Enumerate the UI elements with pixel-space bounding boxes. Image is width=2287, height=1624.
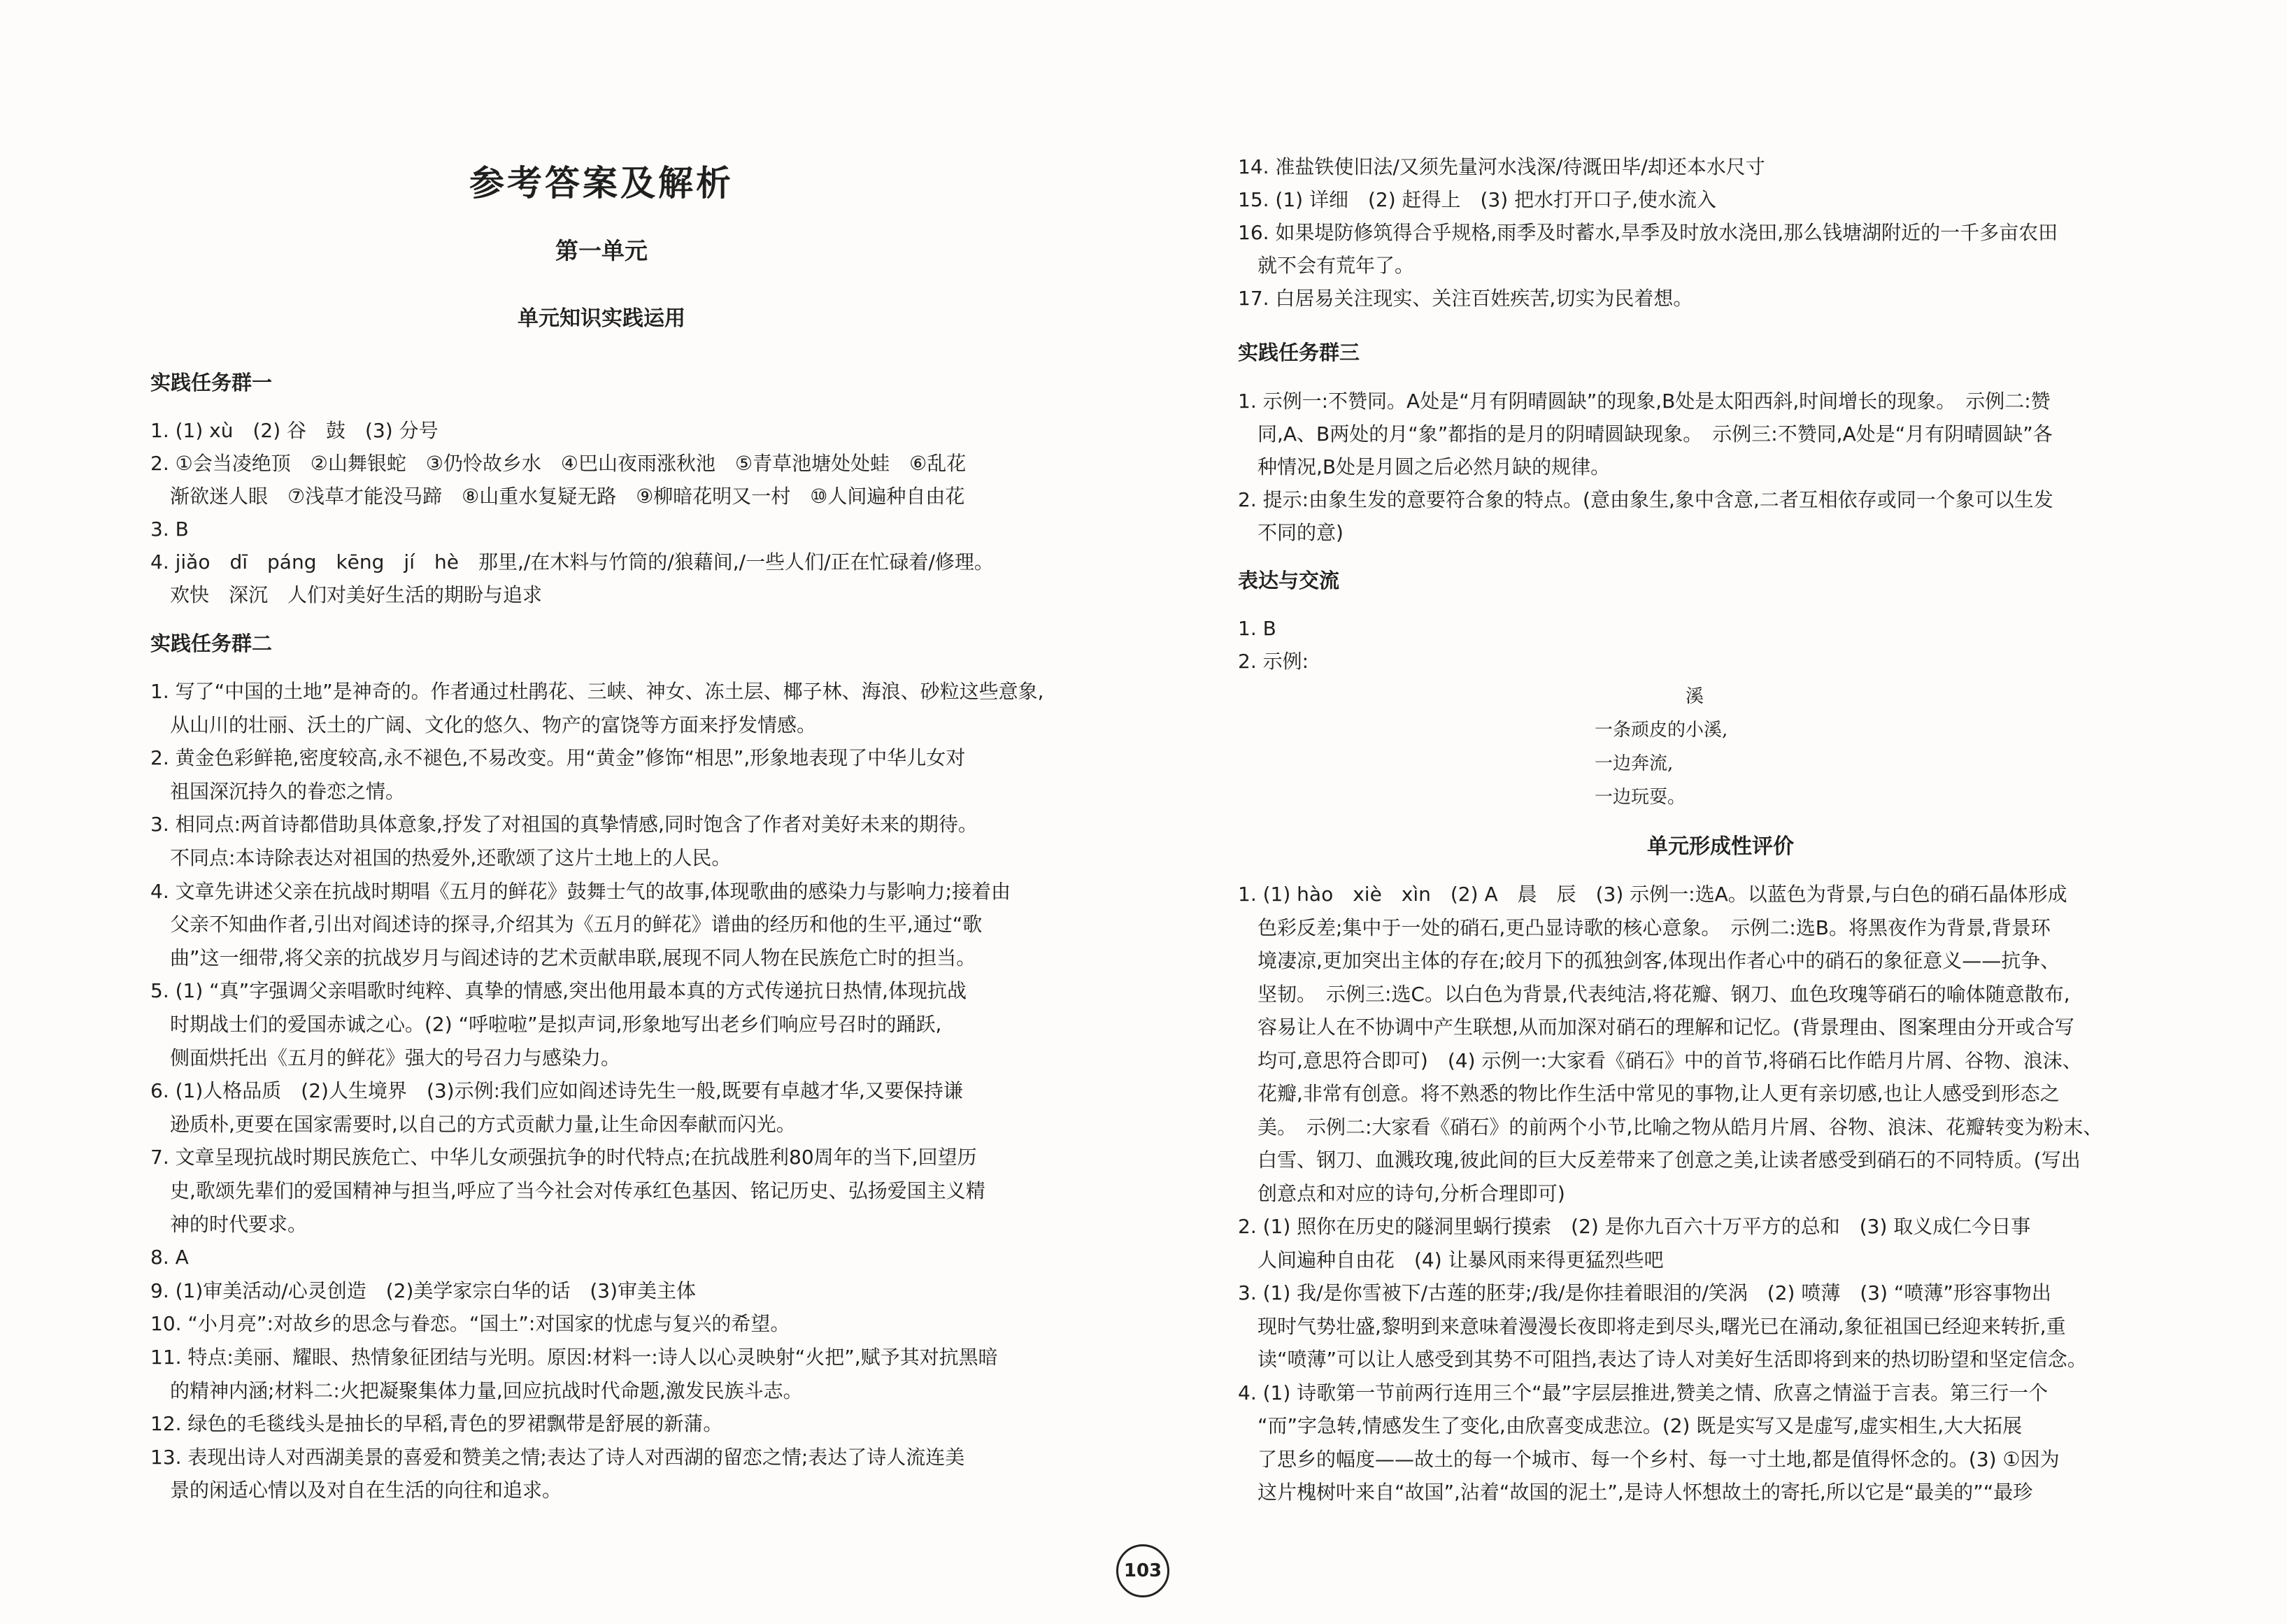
answer-line: 父亲不知曲作者,引出对阎述诗的探寻,介绍其为《五月的鲜花》谱曲的经历和他的生平,通过“歌 bbox=[150, 913, 983, 936]
answer-line: 就不会有荒年了。 bbox=[1238, 254, 1415, 277]
answer-line: 花瓣,非常有创意。将不熟悉的物比作生活中常见的事物,让人更有亲切感,也让人感受到形态之 bbox=[1238, 1082, 2060, 1105]
answer-line: 4. (1) 诗歌第一节前两行连用三个“最”字层层推进,赞美之情、欣喜之情溢于言表。第三行一个 bbox=[1238, 1381, 2049, 1404]
answer-line: 欢快 深沉 人们对美好生活的期盼与追求 bbox=[150, 583, 543, 606]
answer-line: 11. 特点:美丽、耀眼、热情象征团结与光明。原因:材料一:诗人以心灵映射“火把”,赋予其对抗黑暗 bbox=[150, 1346, 998, 1369]
answer-line: 逊质朴,更要在国家需要时,以自己的方式贡献力量,让生命因奉献而闪光。 bbox=[150, 1112, 796, 1136]
answer-line: 创意点和对应的诗句,分析合理即可) bbox=[1238, 1181, 1565, 1205]
answer-line: 1. (1) xù (2) 谷 鼓 (3) 分号 bbox=[150, 419, 439, 442]
task-group-1-heading: 实践任务群一 bbox=[150, 371, 273, 394]
answer-line: 6. (1)人格品质 (2)人生境界 (3)示例:我们应如阎述诗先生一般,既要有卓越才华,又要保持谦 bbox=[150, 1079, 963, 1103]
answer-line: 2. 提示:由象生发的意要符合象的特点。(意由象生,象中含意,二者互相依存或同一个象可以生发 bbox=[1238, 488, 2053, 511]
answer-line: 不同点:本诗除表达对祖国的热爱外,还歌颂了这片土地上的人民。 bbox=[150, 846, 732, 869]
page-number: 103 bbox=[1116, 1544, 1169, 1597]
answer-line: 同,A、B两处的月“象”都指的是月的阴晴圆缺现象。 示例三:不赞同,A处是“月有阴晴圆缺”各 bbox=[1238, 422, 2053, 446]
answer-line: 9. (1)审美活动/心灵创造 (2)美学家宗白华的话 (3)审美主体 bbox=[150, 1278, 697, 1302]
answer-line: 侧面烘托出《五月的鲜花》强大的号召力与感染力。 bbox=[150, 1046, 621, 1069]
answer-line: 7. 文章呈现抗战时期民族危亡、中华儿女顽强抗争的时代特点;在抗战胜利80周年的当下,回望历 bbox=[150, 1146, 977, 1169]
answer-line: 3. 相同点:两首诗都借助具体意象,抒发了对祖国的真挚情感,同时饱含了作者对美好未来的期待。 bbox=[150, 813, 978, 836]
poem-line: 一条顽皮的小溪, bbox=[1595, 720, 1728, 741]
answer-line: 2. ①会当凌绝顶 ②山舞银蛇 ③仍怜故乡水 ④巴山夜雨涨秋池 ⑤青草池塘处处蛙 ⑥乱花 bbox=[150, 452, 967, 475]
answer-line: 3. B bbox=[150, 518, 189, 541]
answer-line: “而”字急转,情感发生了变化,由欣喜变成悲泣。(2) 既是实写又是虚写,虚实相生,大大拓展 bbox=[1238, 1414, 2023, 1437]
answer-line: 1. B bbox=[1238, 617, 1276, 640]
answer-line: 白雪、钢刀、血溅玫瑰,彼此间的巨大反差带来了创意之美,让读者感受到硝石的不同特质。(写出 bbox=[1238, 1148, 2081, 1171]
answer-line: 2. 黄金色彩鲜艳,密度较高,永不褪色,不易改变。用“黄金”修饰“相思”,形象地表现了中华儿女对 bbox=[150, 746, 966, 770]
answer-line: 色彩反差;集中于一处的硝石,更凸显诗歌的核心意象。 示例二:选B。将黑夜作为背景,背景环 bbox=[1238, 916, 2051, 939]
answer-line: 人间遍种自由花 (4) 让暴风雨来得更猛烈些吧 bbox=[1238, 1248, 1664, 1272]
answer-line: 不同的意) bbox=[1238, 521, 1344, 544]
answer-line: 1. (1) hào xiè xìn (2) A 晨 辰 (3) 示例一:选A。以蓝色为背景,与白色的硝石晶体形成 bbox=[1238, 883, 2067, 906]
answer-line: 美。 示例二:大家看《硝石》的前两个小节,比喻之物从皓月片屑、谷物、浪沫、花瓣转变为粉末、 bbox=[1238, 1115, 2103, 1139]
answer-line: 现时气势壮盛,黎明到来意味着漫漫长夜即将走到尽头,曙光已在涌动,象征祖国已经迎来转折,重 bbox=[1238, 1314, 2066, 1338]
poem-title: 溪 bbox=[1686, 686, 1704, 707]
answer-line: 14. 准盐铁使旧法/又须先量河水浅深/待溉田毕/却还本水尺寸 bbox=[1238, 155, 1765, 178]
answer-line: 坚韧。 示例三:选C。以白色为背景,代表纯洁,将花瓣、钢刀、血色玫瑰等硝石的喻体随意散布, bbox=[1238, 982, 2070, 1006]
task-group-2-heading: 实践任务群二 bbox=[150, 632, 273, 655]
answer-line: 4. 文章先讲述父亲在抗战时期唱《五月的鲜花》鼓舞士气的故事,体现歌曲的感染力与影响力;接着由 bbox=[150, 879, 1011, 903]
answer-line: 从山川的壮丽、沃土的广阔、文化的悠久、物产的富饶等方面来抒发情感。 bbox=[150, 713, 817, 736]
answer-line: 渐欲迷人眼 ⑦浅草才能没马蹄 ⑧山重水复疑无路 ⑨柳暗花明又一村 ⑩人间遍种自由花 bbox=[150, 485, 965, 508]
answer-line: 17. 白居易关注现实、关注百姓疾苦,切实为民着想。 bbox=[1238, 287, 1693, 310]
answer-line: 3. (1) 我/是你雪被下/古莲的胚芽;/我/是你挂着眼泪的/笑涡 (2) 喷薄 (3) “喷薄”形容事物出 bbox=[1238, 1281, 2051, 1304]
answer-line: 史,歌颂先辈们的爱国精神与担当,呼应了当今社会对传承红色基因、铭记历史、弘扬爱国主义精 bbox=[150, 1179, 985, 1202]
page-title: 参考答案及解析 bbox=[469, 162, 734, 204]
answer-line: 境凄凉,更加突出主体的存在;皎月下的孤独剑客,体现出作者心中的硝石的象征意义——抗争、 bbox=[1238, 949, 2060, 972]
answer-line: 12. 绿色的毛毯线头是抽长的早稻,青色的罗裙飘带是舒展的新蒲。 bbox=[150, 1412, 723, 1436]
answer-line: 这片槐树叶来自“故国”,沾着“故国的泥土”,是诗人怀想故土的寄托,所以它是“最美的”“最珍 bbox=[1238, 1481, 2033, 1504]
answer-line: 种情况,B处是月圆之后必然月缺的规律。 bbox=[1238, 455, 1611, 478]
answer-line: 景的闲适心情以及对自在生活的向往和追求。 bbox=[150, 1479, 562, 1502]
answer-line: 容易让人在不协调中产生联想,从而加深对硝石的理解和记忆。(背景理由、图案理由分开或合写 bbox=[1238, 1016, 2074, 1039]
answer-line: 的精神内涵;材料二:火把凝聚集体力量,回应抗战时代命题,激发民族斗志。 bbox=[150, 1379, 803, 1402]
answer-line: 了思乡的幅度——故土的每一个城市、每一个乡村、每一寸土地,都是值得怀念的。(3) ①因为 bbox=[1238, 1447, 2060, 1471]
poem-line: 一边奔流, bbox=[1595, 753, 1674, 774]
answer-line: 1. 写了“中国的土地”是神奇的。作者通过杜鹃花、三峡、神女、冻土层、椰子林、海浪、砂粒这些意象, bbox=[150, 680, 1044, 703]
answer-line: 1. 示例一:不赞同。A处是“月有阴晴圆缺”的现象,B处是太阳西斜,时间增长的现象。 示例二:赞 bbox=[1238, 390, 2051, 413]
answer-line: 5. (1) “真”字强调父亲唱歌时纯粹、真挚的情感,突出他用最本真的方式传递抗日热情,体现抗战 bbox=[150, 979, 967, 1003]
answer-line: 2. (1) 照你在历史的隧洞里蜗行摸索 (2) 是你九百六十万平方的总和 (3) 取义成仁今日事 bbox=[1238, 1215, 2031, 1238]
answer-line: 均可,意思符合即可) (4) 示例一:大家看《硝石》中的首节,将硝石比作皓月片屑、谷物、浪沫、 bbox=[1238, 1048, 2082, 1072]
section-heading-evaluation: 单元形成性评价 bbox=[1647, 834, 1794, 859]
answer-line: 读“喷薄”可以让人感受到其势不可阻挡,表达了诗人对美好生活即将到来的热切盼望和坚定信念。 bbox=[1238, 1348, 2087, 1371]
answer-line: 16. 如果堤防修筑得合乎规格,雨季及时蓄水,旱季及时放水浇田,那么钱塘湖附近的一千多亩农田 bbox=[1238, 221, 2058, 244]
poem-line: 一边玩耍。 bbox=[1595, 787, 1686, 808]
section-heading-practice: 单元知识实践运用 bbox=[518, 306, 685, 331]
answer-line: 15. (1) 详细 (2) 赶得上 (3) 把水打开口子,使水流入 bbox=[1238, 188, 1717, 211]
answer-line: 10. “小月亮”:对故乡的思念与眷恋。“国土”:对国家的忧虑与复兴的希望。 bbox=[150, 1312, 790, 1336]
answer-line: 13. 表现出诗人对西湖美景的喜爱和赞美之情;表达了诗人对西湖的留恋之情;表达了诗人流连美 bbox=[150, 1445, 965, 1469]
express-heading: 表达与交流 bbox=[1238, 569, 1340, 592]
answer-line: 时期战士们的爱国赤诚之心。(2) “呼啦啦”是拟声词,形象地写出老乡们响应号召时的踊跃, bbox=[150, 1013, 942, 1036]
answer-line: 神的时代要求。 bbox=[150, 1212, 308, 1236]
unit-heading: 第一单元 bbox=[555, 237, 648, 264]
answer-line: 2. 示例: bbox=[1238, 650, 1309, 673]
answer-line: 祖国深沉持久的眷恋之情。 bbox=[150, 779, 406, 803]
task-group-3-heading: 实践任务群三 bbox=[1238, 341, 1360, 364]
answer-line: 4. jiǎo dī páng kēng jí hè 那里,/在木料与竹筒的/狼藉间,/一些人们/正在忙碌着/修理。 bbox=[150, 550, 994, 574]
answer-line: 曲”这一细带,将父亲的抗战岁月与阎述诗的艺术贡献串联,展现不同人物在民族危亡时的担当。 bbox=[150, 946, 976, 969]
answer-line: 8. A bbox=[150, 1246, 189, 1269]
